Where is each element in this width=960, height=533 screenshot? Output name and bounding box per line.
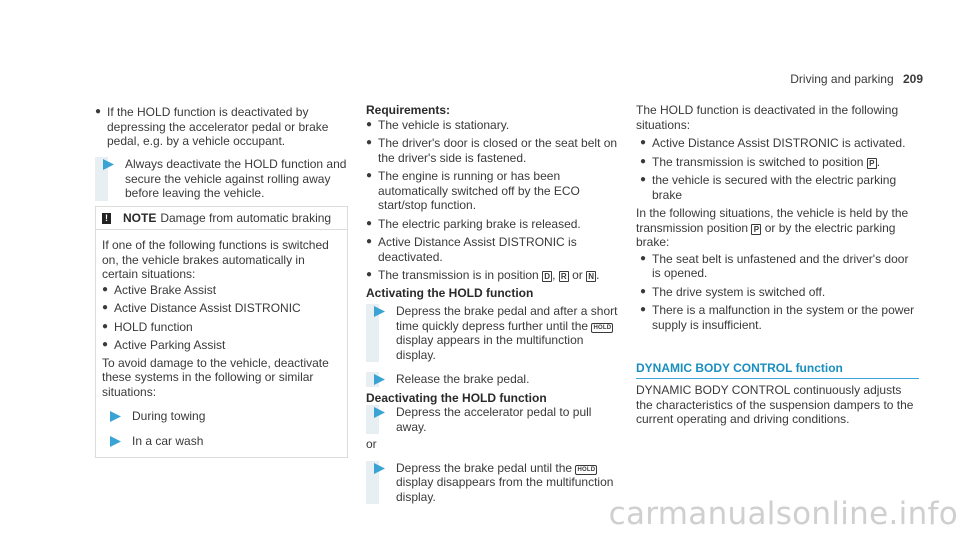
note-title: Damage from automatic braking [160, 210, 332, 225]
instruction-step: Depress the accelerator pedal to pull away. [366, 405, 624, 434]
deactivate-heading: Deactivating the HOLD function [366, 390, 547, 405]
list-item: ● The transmission is in position D , R or N . [366, 268, 600, 282]
arrow-icon [95, 157, 125, 201]
page-number: 209 [902, 72, 923, 86]
instruction-step: In a car wash [102, 434, 341, 449]
hold-symbol-icon: HOLD [593, 324, 612, 331]
or-text: or [366, 437, 377, 451]
bullet-icon: ● [95, 106, 102, 117]
section-name: Driving and parking [790, 72, 894, 86]
arrow-icon [366, 461, 396, 505]
bullet-icon: ● [102, 339, 109, 350]
arrow-icon [366, 304, 396, 362]
hold-symbol-icon: HOLD [577, 466, 596, 473]
arrow-icon [102, 434, 132, 449]
arrow-icon [102, 409, 132, 424]
bullet-icon: ● [640, 137, 647, 148]
gear-d-icon: D [542, 271, 552, 282]
list-item: ● Active Parking Assist [102, 338, 226, 352]
note-header [96, 207, 347, 230]
gear-p-icon: P [751, 224, 761, 235]
section-heading [636, 361, 919, 379]
held-text: In the following situations, the vehicle is held by the transmission position P or by the electric parking brake: [636, 206, 909, 249]
list-item [95, 105, 345, 149]
activate-heading: Activating the HOLD function [366, 285, 534, 300]
arrow-icon [366, 372, 396, 387]
section-text: DYNAMIC BODY CONTROL continuously adjusts the characteristics of the suspension dampers to the current operating and driving conditions. [636, 383, 914, 426]
bullet-text: If the HOLD function is deactivated by depressing the accelerator pedal or brake pedal, e.g. by a vehicle occupant. [107, 105, 329, 148]
list-item: ● the vehicle is secured with the electric parking brake [640, 173, 897, 202]
list-item: ● The electric parking brake is released. [366, 216, 581, 231]
page-header [790, 72, 923, 87]
bullet-icon: ● [366, 137, 373, 148]
bullet-icon: ● [366, 217, 373, 229]
list-item: ● The transmission is switched to position P . [640, 154, 881, 169]
list-item: ● The driver's door is closed or the seat belt on the driver's side is fastened. [366, 136, 618, 165]
list-item: ● There is a malfunction in the system or the power supply is insufficient. [640, 303, 915, 332]
bullet-icon: ● [102, 302, 109, 313]
bullet-icon: ● [640, 285, 647, 297]
requirements-heading: Requirements: [366, 103, 451, 117]
arrow-icon [366, 405, 396, 434]
note-box [95, 206, 348, 458]
note-list [102, 283, 341, 353]
bullet-icon: ● [640, 304, 647, 315]
instruction-step: Depress the brake pedal until the HOLD display disappears from the multifunction display. [366, 461, 624, 505]
bullet-icon: ● [102, 283, 109, 295]
note-outro: To avoid damage to the vehicle, deactivate these systems in the following or similar situations: [102, 355, 329, 399]
gear-n-icon: N [586, 271, 596, 282]
bullet-icon: ● [366, 269, 373, 280]
step-text: Always deactivate the HOLD function and secure the vehicle against rolling away before leaving the vehicle. [125, 157, 347, 200]
list-item: ● Active Distance Assist DISTRONIC is deactivated. [366, 235, 577, 264]
bullet-icon: ● [102, 320, 109, 332]
instruction-step: During towing [102, 409, 341, 424]
list-item: ● Active Brake Assist [102, 282, 217, 297]
section-title: DYNAMIC BODY CONTROL function [636, 361, 843, 375]
list-item: ● Active Distance Assist DISTRONIC [102, 301, 301, 315]
bullet-icon: ● [640, 174, 647, 185]
list-item: ● The vehicle is stationary. [366, 117, 510, 132]
gear-r-icon: R [559, 271, 569, 282]
instruction-step: Depress the brake pedal and after a short time quickly depress further until the HOLD display appears in the multifunction display. [366, 304, 624, 362]
instruction-step: Release the brake pedal. [366, 372, 624, 387]
list-item: ● The drive system is switched off. [640, 284, 826, 299]
list-item: ● HOLD function [102, 319, 193, 334]
gear-p-icon: P [867, 158, 877, 169]
bullet-icon: ● [640, 252, 647, 264]
list-item: ● Active Distance Assist DISTRONIC is activated. [640, 136, 906, 150]
bullet-icon: ● [366, 118, 373, 130]
bullet-icon: ● [366, 236, 373, 247]
hold-deactivated-intro: The HOLD function is deactivated in the following situations: [636, 103, 899, 132]
list-item: ● The engine is running or has been automatically switched off by the ECO start/stop function. [366, 169, 580, 212]
bullet-icon: ● [366, 170, 373, 181]
list-item: ● The seat belt is unfastened and the driver's door is opened. [640, 251, 909, 280]
warning-icon: ! [102, 213, 111, 224]
bullet-icon: ● [640, 155, 647, 167]
instruction-step [95, 157, 348, 201]
note-label: NOTE [123, 210, 157, 225]
watermark: carmanualsonline.info [608, 496, 958, 532]
note-intro: If one of the following functions is switched on, the vehicle brakes automatically in certain situations: [102, 238, 329, 281]
